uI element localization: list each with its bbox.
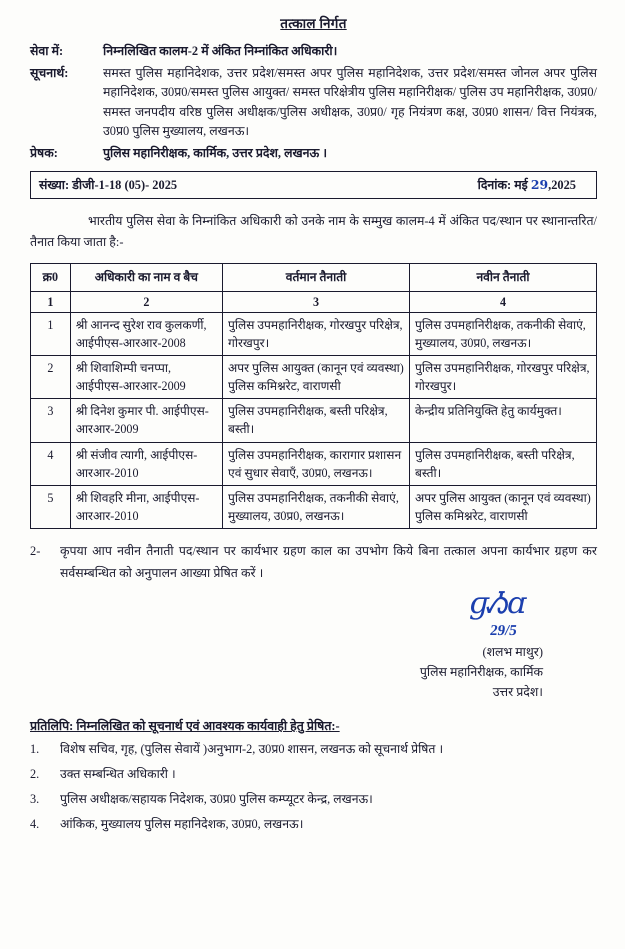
list-item-number: 3.	[30, 792, 40, 807]
copy-section-heading: प्रतिलिपि: निम्नलिखित को सूचनार्थ एवं आवश्यक कार्यवाही हेतु प्रेषित:-	[30, 718, 340, 733]
header-new: नवीन तैनाती	[410, 264, 597, 291]
row-new-posting: पुलिस उपमहानिरीक्षक, गोरखपुर परिक्षेत्र, गोरखपुर।	[410, 356, 597, 399]
signatory-name: (शलभ माथुर)	[482, 645, 543, 660]
reference-number	[39, 176, 177, 193]
list-item-number: 2.	[30, 766, 40, 781]
row-sno: 3	[31, 399, 71, 442]
row-sno: 1	[31, 312, 71, 355]
row-new-posting: अपर पुलिस आयुक्त (कानून एवं व्यवस्था) पुलिस कमिश्नरेट, वाराणसी	[410, 485, 597, 528]
information-value: समस्त पुलिस महानिदेशक, उत्तर प्रदेश/समस्त अपर पुलिस महानिदेशक, उत्तर प्रदेश/समस्त जोनल अपर पुलिस महानिदेशक, उ0प्र0/समस्त पुलिस आयुक्त/ समस्त परिक्षेत्रीय पुलिस महानिरीक्षक/ पुलिस उप महानिरीक्षक, उ0प्र0/ समस्त जनपदीय वरिष्ठ पुलिस अधीक्षक/पुलिस अधीक्षक, उ0प्र0/ गृह नियंत्रण कक्ष, उ0प्र0 शासन/ वित्त नियंत्रक, उ0प्र0 पुलिस मुख्यालय, लखनऊ।	[103, 66, 597, 138]
information-label: सूचनार्थ:	[30, 66, 69, 81]
reference-date-label: दिनांक:	[477, 178, 512, 193]
reference-box	[30, 171, 597, 199]
row-officer-name: श्री शिवाशिम्पी चनप्पा, आईपीएस-आरआर-2009	[70, 356, 222, 399]
signature-scrawl-line	[30, 585, 543, 621]
list-item	[30, 765, 597, 784]
row-sno: 4	[31, 442, 71, 485]
signature-block	[30, 585, 597, 703]
list-item-number: 4.	[30, 817, 40, 832]
row-current-posting: पुलिस उपमहानिरीक्षक, बस्ती परिक्षेत्र, बस्ती।	[223, 399, 410, 442]
sender-value: पुलिस महानिरीक्षक, कार्मिक, उत्तर प्रदेश, लखनऊ ।	[103, 146, 328, 161]
colnum-2: 2	[70, 291, 222, 312]
list-item-text: विशेष सचिव, गृह, (पुलिस सेवायें )अनुभाग-2, उ0प्र0 शासन, लखनऊ को सूचनार्थ प्रेषित ।	[60, 741, 444, 756]
addressee-row	[30, 42, 597, 61]
reference-number-value: डीजी-1-18 (05)- 2025	[72, 178, 178, 193]
list-item-text: उक्त सम्बन्धित अधिकारी ।	[60, 766, 176, 781]
table-row	[31, 485, 597, 528]
list-item	[30, 790, 597, 809]
header-name: अधिकारी का नाम व बैच	[70, 264, 222, 291]
list-item	[30, 815, 597, 834]
information-row	[30, 64, 597, 141]
row-officer-name: श्री आनन्द सुरेश राव कुलकर्णी, आईपीएस-आरआर-2008	[70, 312, 222, 355]
row-officer-name: श्री संजीव त्यागी, आईपीएस-आरआर-2010	[70, 442, 222, 485]
list-item	[30, 740, 597, 759]
row-officer-name: श्री दिनेश कुमार पी. आईपीएस-आरआर-2009	[70, 399, 222, 442]
colnum-1: 1	[31, 291, 71, 312]
reference-date	[478, 176, 588, 193]
table-header-row	[31, 264, 597, 291]
copy-list	[30, 740, 597, 834]
table-row	[31, 399, 597, 442]
header-sno: क्र0	[31, 264, 71, 291]
list-item-text: पुलिस अधीक्षक/सहायक निदेशक, उ0प्र0 पुलिस कम्प्यूटर केन्द्र, लखनऊ।	[60, 792, 373, 807]
reference-date-suffix: ,2025	[548, 178, 576, 193]
paragraph-2	[30, 541, 597, 584]
list-item-text: आंकिक, मुख्यालय पुलिस महानिदेशक, उ0प्र0, लखनऊ।	[60, 817, 304, 832]
row-current-posting: पुलिस उपमहानिरीक्षक, तकनीकी सेवाएं, मुख्यालय, उ0प्र0, लखनऊ।	[223, 485, 410, 528]
colnum-4: 4	[410, 291, 597, 312]
colnum-3: 3	[223, 291, 410, 312]
row-current-posting: पुलिस उपमहानिरीक्षक, गोरखपुर परिक्षेत्र, गोरखपुर।	[223, 312, 410, 355]
signatory-designation-line-2: उत्तर प्रदेश।	[492, 685, 543, 700]
reference-date-prefix: मई	[514, 178, 528, 193]
document-title: तत्काल निर्गत	[280, 16, 347, 31]
intro-paragraph: भारतीय पुलिस सेवा के निम्नांकित अधिकारी को उनके नाम के सम्मुख कालम-4 में अंकित पद/स्थान पर स्थानान्तरित/तैनात किया जाता है:-	[30, 214, 597, 250]
addressee-label: सेवा में:	[30, 44, 64, 58]
table-row	[31, 356, 597, 399]
row-current-posting: अपर पुलिस आयुक्त (कानून एवं व्यवस्था) पुलिस कमिश्नरेट, वाराणसी	[223, 356, 410, 399]
addressee-value: निम्नलिखित कालम-2 में अंकित निम्नांकित अधिकारी।	[103, 44, 338, 58]
paragraph-2-text: कृपया आप नवीन तैनाती पद/स्थान पर कार्यभार ग्रहण काल का उपभोग किये बिना तत्काल अपना कार्यभार ग्रहण कर सर्वसम्बन्धित को अनुपालन आख्या प्रेषित करें ।	[60, 544, 597, 580]
row-new-posting: पुलिस उपमहानिरीक्षक, तकनीकी सेवाएं, मुख्यालय, उ0प्र0, लखनऊ।	[410, 312, 597, 355]
row-new-posting: केन्द्रीय प्रतिनियुक्ति हेतु कार्यमुक्त।	[410, 399, 597, 442]
row-officer-name: श्री शिवहरि मीना, आईपीएस-आरआर-2010	[70, 485, 222, 528]
sender-label: प्रेषक:	[30, 146, 58, 161]
signature-scrawl: ɡᏱɑ	[466, 585, 529, 621]
header-current: वर्तमान तैनाती	[223, 264, 410, 291]
officers-table	[30, 263, 597, 529]
sender-row	[30, 144, 597, 163]
row-sno: 5	[31, 485, 71, 528]
reference-date-handwritten: 29	[530, 177, 549, 193]
signatory-designation-line-1: पुलिस महानिरीक्षक, कार्मिक	[419, 665, 543, 680]
table-column-number-row	[31, 291, 597, 312]
reference-number-label: संख्या:	[39, 178, 70, 193]
table-row	[31, 442, 597, 485]
table-row	[31, 312, 597, 355]
list-item-number: 1.	[30, 741, 40, 756]
paragraph-2-marker: 2-	[30, 544, 41, 559]
row-new-posting: पुलिस उपमहानिरीक्षक, बस्ती परिक्षेत्र, बस्ती।	[410, 442, 597, 485]
row-current-posting: पुलिस उपमहानिरीक्षक, कारागार प्रशासन एवं सुधार सेवाएँ, उ0प्र0, लखनऊ।	[223, 442, 410, 485]
signature-date-line	[30, 619, 543, 643]
row-sno: 2	[31, 356, 71, 399]
signature-date: 29/5	[489, 623, 519, 640]
